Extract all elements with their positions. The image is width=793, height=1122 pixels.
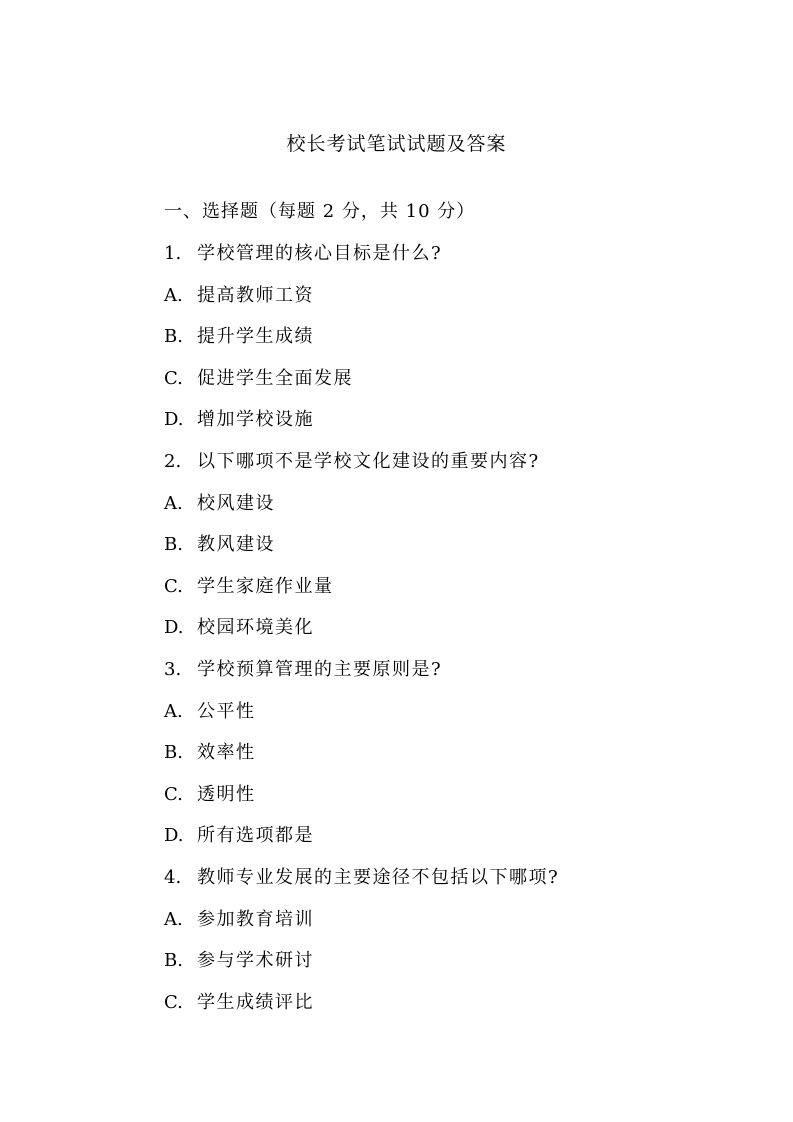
option-line — [164, 490, 724, 532]
option-line — [164, 573, 724, 615]
option-line — [164, 406, 724, 448]
option-letter: A. — [164, 492, 183, 514]
section-heading: 一、选择题（每题 2 分，共 10 分） — [164, 201, 476, 222]
option-letter: C. — [164, 783, 183, 805]
option-text: 促进学生全面发展 — [197, 367, 353, 389]
option-text: 公平性 — [197, 700, 256, 722]
option-text: 所有选项都是 — [197, 825, 314, 847]
option-text: 参加教育培训 — [197, 908, 314, 930]
option-letter: D. — [164, 825, 184, 847]
question-text: 学校预算管理的主要原则是? — [197, 658, 443, 680]
option-letter: B. — [164, 950, 183, 972]
option-line — [164, 365, 724, 407]
option-text: 透明性 — [197, 783, 256, 805]
option-text: 效率性 — [197, 742, 256, 764]
option-letter: D. — [164, 617, 184, 639]
question-line — [164, 240, 724, 282]
question-text: 以下哪项不是学校文化建设的重要内容? — [197, 450, 540, 472]
option-text: 校园环境美化 — [197, 617, 314, 639]
option-text: 增加学校设施 — [197, 409, 314, 431]
option-line — [164, 947, 724, 989]
option-line — [164, 614, 724, 656]
option-letter: C. — [164, 991, 183, 1013]
option-line — [164, 739, 724, 781]
option-line — [164, 282, 724, 324]
option-line — [164, 323, 724, 365]
question-number: 3. — [164, 658, 182, 680]
option-letter: B. — [164, 742, 183, 764]
question-line — [164, 448, 724, 490]
option-letter: D. — [164, 409, 184, 431]
option-letter: B. — [164, 326, 183, 348]
option-letter: B. — [164, 534, 183, 556]
document-title: 校长考试笔试试题及答案 — [286, 133, 507, 155]
question-number: 4. — [164, 866, 182, 888]
option-letter: A. — [164, 284, 183, 306]
question-line — [164, 864, 724, 906]
option-line — [164, 822, 724, 864]
option-text: 校风建设 — [197, 492, 275, 514]
option-line — [164, 698, 724, 740]
option-text: 提高教师工资 — [197, 284, 314, 306]
question-text: 学校管理的核心目标是什么? — [197, 243, 443, 264]
question-number: 1. — [164, 243, 182, 264]
option-line — [164, 989, 724, 1031]
option-letter: C. — [164, 575, 183, 597]
option-letter: A. — [164, 908, 183, 930]
question-number: 2. — [164, 450, 182, 472]
option-text: 学生成绩评比 — [197, 991, 314, 1013]
option-letter: A. — [164, 700, 183, 722]
option-text: 教风建设 — [197, 534, 275, 556]
question-list — [164, 240, 724, 1030]
option-line — [164, 781, 724, 823]
question-text: 教师专业发展的主要途径不包括以下哪项? — [197, 866, 560, 888]
option-line — [164, 531, 724, 573]
option-line — [164, 906, 724, 948]
option-text: 提升学生成绩 — [197, 326, 314, 348]
option-letter: C. — [164, 367, 183, 389]
option-text: 参与学术研讨 — [197, 950, 314, 972]
option-text: 学生家庭作业量 — [197, 575, 334, 597]
question-line — [164, 656, 724, 698]
